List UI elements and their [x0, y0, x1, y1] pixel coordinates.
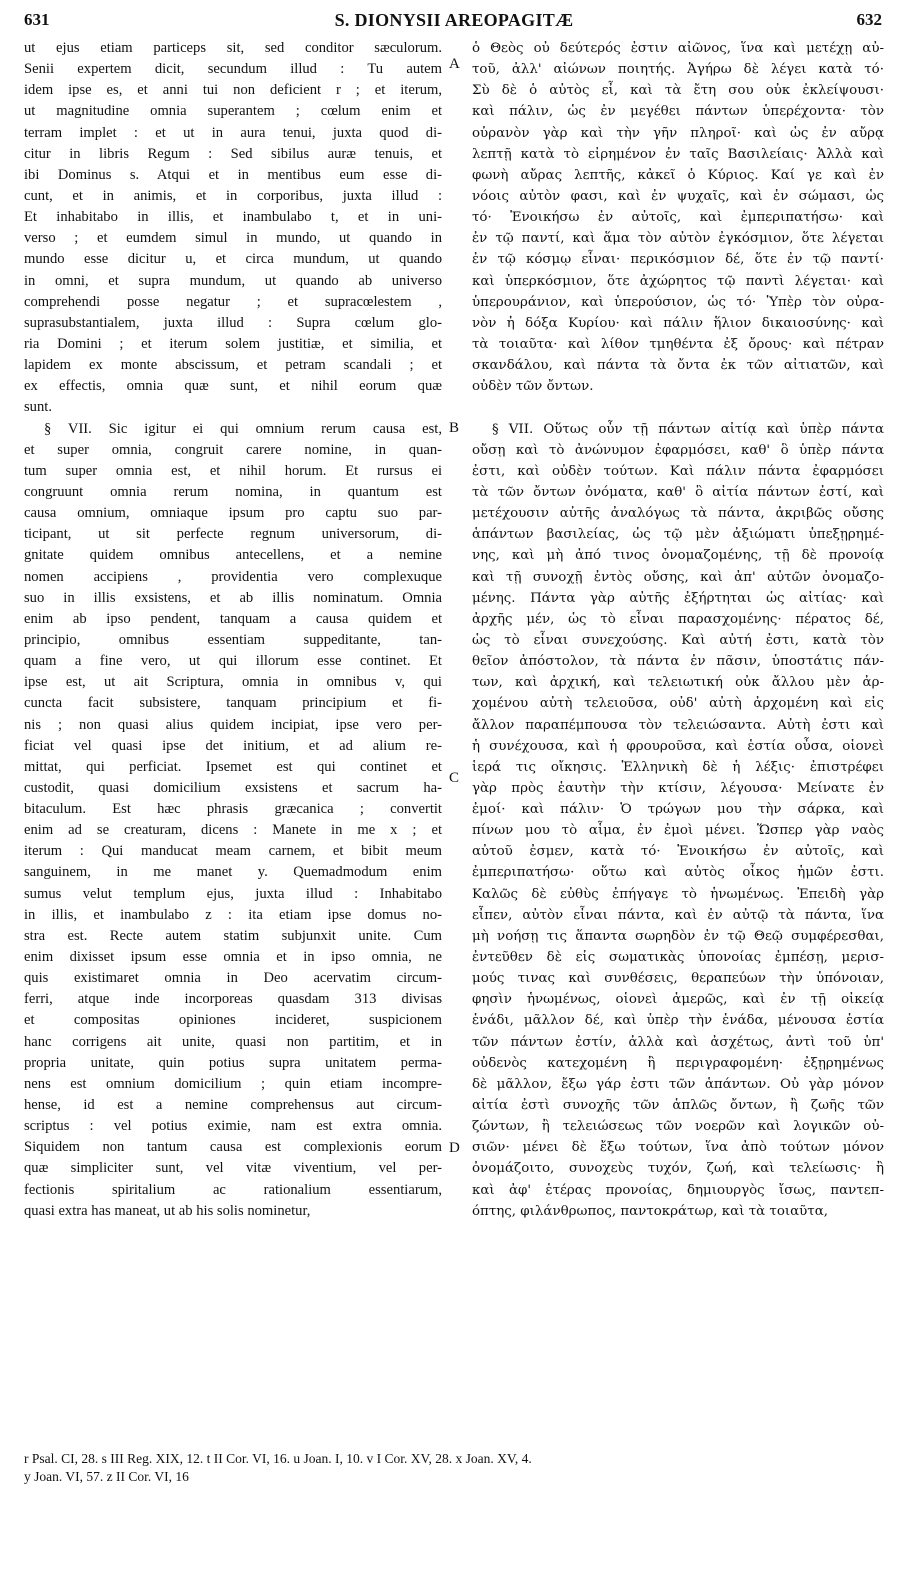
latin-text-line: cunt, et in animis, et in corporibus, juxta illud :	[24, 187, 442, 204]
greek-text-line: αὐτοῦ ἐσμεν, κατὰ τό· Ἐνοικήσω ἐν αὐτοῖς, καὶ	[472, 844, 884, 860]
latin-text-line: et super omnia, congruit carere nomine, in quan-	[24, 441, 442, 458]
greek-text-line: νης, καὶ μὴ ἀπό τινος ὀνομαζομένης, τῇ δὲ προνοίᾳ	[472, 548, 884, 564]
latin-text-line: ut ejus etiam particeps sit, sed conditor sæculorum.	[24, 40, 442, 56]
latin-text-line: quæ simpliciter sunt, vel vitæ viventium, vel per-	[24, 1160, 442, 1177]
latin-text-line: Senii expertem dicit, secundum illud : Tu autem	[24, 61, 442, 78]
latin-text-line: bitaculum. Est hæc phrasis græcanica ; convertit	[24, 801, 442, 818]
greek-text-line: ἐν τῷ κόσμῳ εἶναι· περικόσμιον δέ, ὅτε ἐν τῷ παντί·	[472, 252, 884, 268]
section-marker-a: A	[449, 56, 460, 72]
latin-text-line: Siquidem non tantum causa est complexionis eorum	[24, 1139, 442, 1156]
greek-text-line: ὡς τὸ εἶναι συνεχούσης. Καὶ αὐτή ἐστι, κατὰ τὸν	[472, 632, 884, 648]
latin-text-line: terram implet : et ut in aura tenui, juxta quod di-	[24, 124, 442, 141]
latin-text-line: nis ; non quasi alius quidem incipiat, ipse vero per-	[24, 716, 442, 733]
greek-text-line: νόοις αὐτὸν φασι, καὶ ἐν ψυχαῖς, καὶ ἐν σώμασι, ὡς	[472, 188, 884, 204]
greek-text-line: ἀρχῆς μέν, ὡς τὸ εἶναι παρασχομένης· πέρατος δέ,	[472, 611, 884, 627]
greek-text-line: τὰ τῶν ὄντων ὀνόματα, καθ' ὃ αἰτία πάντων ἐστί, καὶ	[472, 484, 884, 500]
latin-text-line: ex effectis, omnia quæ sunt, et nihil eorum quæ	[24, 378, 442, 395]
greek-text-line: δὲ μᾶλλον, ἔξω γάρ ἐστι τῶν ἁπάντων. Οὐ γὰρ μόνον	[472, 1076, 884, 1092]
latin-text-line: ferri, atque inde incorporeas quasdam 313 divisas	[24, 991, 442, 1008]
latin-text-line: nens est omnium domicilium ; quin etiam incompre-	[24, 1075, 442, 1092]
latin-text-line: verso ; et eumdem simul in mundo, ut quando in	[24, 230, 442, 247]
footnotes	[24, 1450, 884, 1486]
greek-text-line: Σὺ δὲ ὁ αὐτὸς εἶ, καὶ τὰ ἔτη σου οὐκ ἐκλείψουσι·	[472, 83, 884, 99]
latin-text-line: congruunt omnia rerum nomina, in quantum est	[24, 483, 442, 500]
running-header	[0, 8, 908, 34]
latin-text-line: suo in illis exsistens, et ab illis nominatum. Omnia	[24, 589, 442, 606]
latin-text-line: et compositas opiniones incideret, suspicionem	[24, 1012, 442, 1029]
latin-text-line: causa omnium, omniaque ipsum pro captu suo par-	[24, 505, 442, 522]
latin-text-line: citur in libris Regum : Sed sibilus auræ tenuis, et	[24, 145, 442, 162]
greek-text-line: σκανδάλου, καὶ πάντα τὰ ὄντα ἐκ τῶν αἰτιατῶν, καὶ	[472, 358, 884, 374]
greek-text-line: θεῖον ἀπόστολον, τὰ πάντα ἐν πᾶσιν, ὑποστάτις πάν-	[472, 654, 884, 670]
greek-text-line: ἐν τῷ παντί, καὶ ἅμα τὸν αὐτὸν ἐγκόσμιον, ὅτε λέγεται	[472, 231, 884, 247]
greek-text-line: καὶ ἀφ' ἑτέρας προνοίας, δημιουργὸς ἴσως, παντεπ-	[472, 1182, 884, 1198]
latin-text-line: lapidem ex monte abscissum, et petram scandali ; et	[24, 357, 442, 374]
greek-text-line: ἱερά τις οἴκησις. Ἑλληνικὴ δὲ ἡ λέξις· ἐπιστρέφει	[472, 759, 884, 775]
latin-text-line: enim ab ipso pendent, tanquam a causa quidem et	[24, 610, 442, 627]
greek-text-line: τὰ τοιαῦτα· καὶ λίθον τμηθέντα ἐξ ὄρους· καὶ πέτραν	[472, 336, 884, 352]
latin-text-line: fectionis spiritalium ac rationalium essentiarum,	[24, 1181, 442, 1198]
latin-text-line: ticipant, ut sit perfecte regnum universorum, di-	[24, 526, 442, 543]
greek-column	[472, 38, 884, 1222]
greek-text-line: μένης. Πάντα γὰρ αὐτῆς ἐξήρτηται ὡς αἰτίας· καὶ	[472, 590, 884, 606]
latin-text-line: sanguinem, in me manet y. Quemadmodum enim	[24, 864, 442, 881]
latin-text-line: ut magnitudine omnia superantem ; cœlum enim et	[24, 103, 442, 120]
latin-text-line: nomen accipiens , providentia vero complexuque	[24, 568, 442, 585]
page-number-right: 632	[856, 10, 882, 29]
latin-text-line: idem ipse es, et anni tui non deficient r ; et iterum,	[24, 82, 442, 99]
greek-text-line: σιῶν· μένει δὲ ἔξω τούτων, ἵνα ἀπὸ τούτων μόνον	[472, 1140, 884, 1156]
greek-text-line: καὶ πάλιν, ὡς ἐν μεγέθει πάντων ὑπερέχοντα· τὸν	[472, 104, 884, 120]
latin-text-line: quasi extra has maneat, ut ab his solis nominetur,	[24, 1202, 311, 1219]
greek-text-line: τῶν πάντων ἐστίν, ἀλλὰ καὶ ἀσχέτως, ἀντὶ τοῦ ὑπ'	[472, 1034, 884, 1050]
latin-text-line: in illis, et inambulabo z : ita etiam ipse domus no-	[24, 906, 442, 923]
paragraph-gap	[472, 397, 884, 418]
greek-text-line: ἡ συνέχουσα, καὶ ἡ φρουροῦσα, καὶ ἑστία οὖσα, οἱονεὶ	[472, 738, 884, 754]
latin-text-line: gnitate quidem omnibus antecellens, et a nemine	[24, 547, 442, 564]
greek-text-line: λεπτῇ κατὰ τὸ εἰρημένον ἐν ταῖς Βασιλείαις· Ἀλλὰ καὶ	[472, 146, 884, 162]
greek-text-line: καὶ ὑπερκόσμιον, ὅτε ἀχώρητος τῷ παντὶ λέγεται· καὶ	[472, 273, 884, 289]
greek-text-line: ὀνομάζοιτο, συνοχεὺς τυχόν, ζωή, καὶ τελείωσις· ἢ	[472, 1161, 884, 1177]
page-number-left: 631	[24, 10, 50, 29]
greek-text-line: νὸν ἡ δόξα Κυρίου· καὶ πάλιν ἥλιον δικαιοσύνης· καὶ	[472, 315, 884, 331]
latin-text-line: propria unitate, quin potius supra unitatem perma-	[24, 1054, 442, 1071]
latin-text-line: hense, id est a nemine comprehensus aut circum-	[24, 1097, 442, 1114]
latin-text-line: tum super omnia est, et nihil horum. Et rursus ei	[24, 462, 442, 479]
section-marker-b: B	[449, 420, 460, 436]
greek-text-line: οὐδὲν τῶν ὄντων.	[472, 379, 594, 395]
greek-text-line: μὴ νοήσῃ τις ἅπαντα σωρηδὸν ἐν τῷ Θεῷ συμφέρεσθαι,	[472, 928, 884, 944]
latin-text-line: suprasubstantialem, juxta illud : Supra cœlum glo-	[24, 314, 442, 331]
section-marker-c: C	[449, 770, 460, 786]
greek-text-line: μετέχουσιν αὐτῆς ἀναλόγως τὰ πάντα, ἀκριβῶς οὔσης	[472, 506, 884, 522]
greek-text-line: ἁπάντων βασιλείας, ὡς τῷ μὲν ἀξιώματι ὑπεξῃρημέ-	[472, 527, 884, 543]
latin-text-line: sumus velut templum ejus, juxta illud : Inhabitabo	[24, 885, 442, 902]
latin-text-line: ficiat vel quasi ipse det initium, et ad alium re-	[24, 737, 442, 754]
latin-text-line: mittat, qui perficiat. Ipsemet est qui continet et	[24, 758, 442, 775]
latin-text-line: ipse est, ut ait Scriptura, omnia in omnibus v, qui	[24, 674, 442, 691]
greek-text-line: ἐντεῦθεν δὲ εἰς σωματικὰς ὑπονοίας ἐμπέσῃ, μερισ-	[472, 950, 884, 966]
greek-text-line: όπτης, φιλάνθρωπος, παντοκράτωρ, καὶ τὰ τοιαῦτα,	[472, 1203, 829, 1219]
greek-text-line: ἑνάδι, μᾶλλον δέ, καὶ ὑπὲρ τὴν ἑνάδα, μένουσα ἑστία	[472, 1013, 884, 1029]
latin-text-line: enim ad se creaturam, dicens : Manete in me x ; et	[24, 822, 442, 839]
latin-text-line: quam a fine vero, ut qui illorum esse continet. Et	[24, 653, 442, 670]
greek-text-line: ἐμοί· καὶ πάλιν· Ὁ τρώγων μου τὴν σάρκα, καὶ	[472, 802, 884, 818]
greek-text-line: χομένου αὐτὴ τελειοῦσα, οὐδ' αὐτὴ ἀρχομένη καὶ εἰς	[472, 696, 884, 712]
latin-text-line: iterum : Qui manducat meam carnem, et bibit meum	[24, 843, 442, 860]
greek-text-line: ἐμπεριπατήσω· οὕτω καὶ αὐτὸς οἶκος ἡμῶν ἐστι.	[472, 865, 884, 881]
latin-text-line: principio, omnibus essentiam suppeditante, tan-	[24, 631, 442, 648]
latin-text-line: stra est. Recte autem statim subjunxit unite. Cum	[24, 927, 442, 944]
latin-text-line: in omni, et supra mundum, ut quando ab universo	[24, 272, 442, 289]
greek-text-line: § VII. Οὕτως οὖν τῇ πάντων αἰτίᾳ καὶ ὑπὲρ πάντα	[492, 421, 884, 437]
greek-text-line: καὶ τῇ συνοχῇ ἐντὸς οὔσης, καὶ ἀπ' αὐτῶν ὀνομαζο-	[472, 569, 884, 585]
latin-text-line: hanc corrigens ait unite, quasi non partitim, et in	[24, 1033, 442, 1050]
greek-text-line: ἄλλον παραπέμπουσα τὸν τελειώσαντα. Αὐτὴ ἐστι καὶ	[472, 717, 884, 733]
latin-text-line: ria Domini ; et iterum solem justitiæ, et similia, et	[24, 335, 442, 352]
latin-text-line: cuncta facit subsistere, tanquam principium et fi-	[24, 695, 442, 712]
latin-text-line: comprehendi posse negatur ; et supracœlestem ,	[24, 293, 442, 310]
greek-text-line: των, καὶ ἀρχική, καὶ τελειωτική οὐκ ἄλλου μὲν ἀρ-	[472, 675, 884, 691]
latin-text-line: § VII. Sic igitur ei qui omnium rerum causa est,	[44, 420, 442, 437]
latin-text-line: quis existimaret omnia in Deo acervatim circum-	[24, 970, 442, 987]
greek-text-line: τοῦ, ἀλλ' αἰώνων ποιητής. Ἀγήρω δὲ λέγει κατὰ τό·	[472, 62, 884, 78]
greek-text-line: φωνὴ αὔρας λεπτῆς, κἀκεῖ ὁ Κύριος. Καί γε καὶ ἐν	[472, 167, 884, 183]
latin-text-line: Et inhabitabo in illis, et inambulabo t, et in uni-	[24, 209, 442, 226]
greek-text-line: πίνων μου τὸ αἷμα, ἐν ἐμοὶ μένει. Ὥσπερ γὰρ ναὸς	[472, 823, 884, 839]
latin-text-line: scriptus : vel potius eximie, nam est extra omnia.	[24, 1118, 442, 1135]
latin-column	[24, 38, 442, 1222]
running-title: S. DIONYSII AREOPAGITÆ	[334, 10, 574, 30]
greek-text-line: ὁ Θεὸς οὐ δεύτερός ἐστιν αἰῶνος, ἵνα καὶ μετέχῃ αὐ-	[472, 41, 884, 56]
greek-text-line: γὰρ πρὸς ἑαυτὴν τὴν κτίσιν, λέγουσα· Μείνατε ἐν	[472, 780, 884, 796]
latin-text-line: ibi Dominus s. Atqui et in mentibus eum esse di-	[24, 166, 442, 183]
latin-text-line: mundo esse dicitur u, et circa mundum, ut quando	[24, 251, 442, 268]
greek-text-line: ζώντων, ἢ τελειώσεως τῶν νοερῶν καὶ λογικῶν οὐ-	[472, 1119, 884, 1135]
greek-text-line: οὐρανὸν γὰρ καὶ τὴν γῆν πληροῖ· καὶ ὡς ἐν αὔρᾳ	[472, 125, 884, 141]
greek-text-line: ἐστι, καὶ οὐδὲν τούτων. Καὶ πάλιν πάντα ἐφαρμόσει	[472, 463, 884, 479]
greek-text-line: οὐδενὸς κατεχομένη ἢ περιγραφομένη· ἐξῃρημένως	[472, 1055, 884, 1071]
greek-text-line: τό· Ἐνοικήσω ἐν αὐτοῖς, καὶ ἐμπεριπατήσω· καὶ	[472, 210, 884, 226]
greek-text-line: αἰτία ἐστὶ συνοχῆς τῶν ἁπλῶς ὄντων, ἢ ζωῆς τῶν	[472, 1098, 884, 1114]
footnote-line: y Joan. VI, 57. z II Cor. VI, 16	[24, 1469, 189, 1484]
greek-text-line: ὑπερουράνιον, καὶ ὑπερούσιον, ὡς τό· Ὑπὲρ τὸν οὐρα-	[472, 294, 884, 310]
footnote-line: r Psal. CI, 28. s III Reg. XIX, 12. t II Cor. VI, 16. u Joan. I, 10. v I Cor. XV, 28. x Joan. XV, 4.	[24, 1451, 532, 1466]
greek-text-line: οὔσῃ καὶ τὸ ἀνώνυμον ἐφαρμόσει, καθ' ὃ ὑπὲρ πάντα	[472, 442, 884, 458]
greek-text-line: φησὶν ἡνωμένως, οἱονεὶ ἀμερῶς, καὶ ἐν τῇ οἰκείᾳ	[472, 992, 884, 1008]
greek-text-line: μούς τινας καὶ συνθέσεις, θεραπεύων τὴν ὑπόνοιαν,	[472, 971, 884, 987]
latin-text-line: enim dixisset ipsum esse omnia et in ipso omnia, ne	[24, 949, 442, 966]
latin-text-line: sunt.	[24, 399, 52, 416]
latin-text-line: custodit, quasi domicilium exsistens et sacrum ha-	[24, 779, 442, 796]
greek-text-line: Καλῶς δὲ εὐθὺς ἐπήγαγε τὸ ἡνωμένως. Ἐπειδὴ γὰρ	[472, 886, 884, 902]
greek-text-line: εἶπεν, αὐτὸν εἶναι πάντα, καὶ ἐν αὐτῷ τὰ πάντα, ἵνα	[472, 907, 884, 923]
section-marker-d: D	[449, 1140, 460, 1156]
